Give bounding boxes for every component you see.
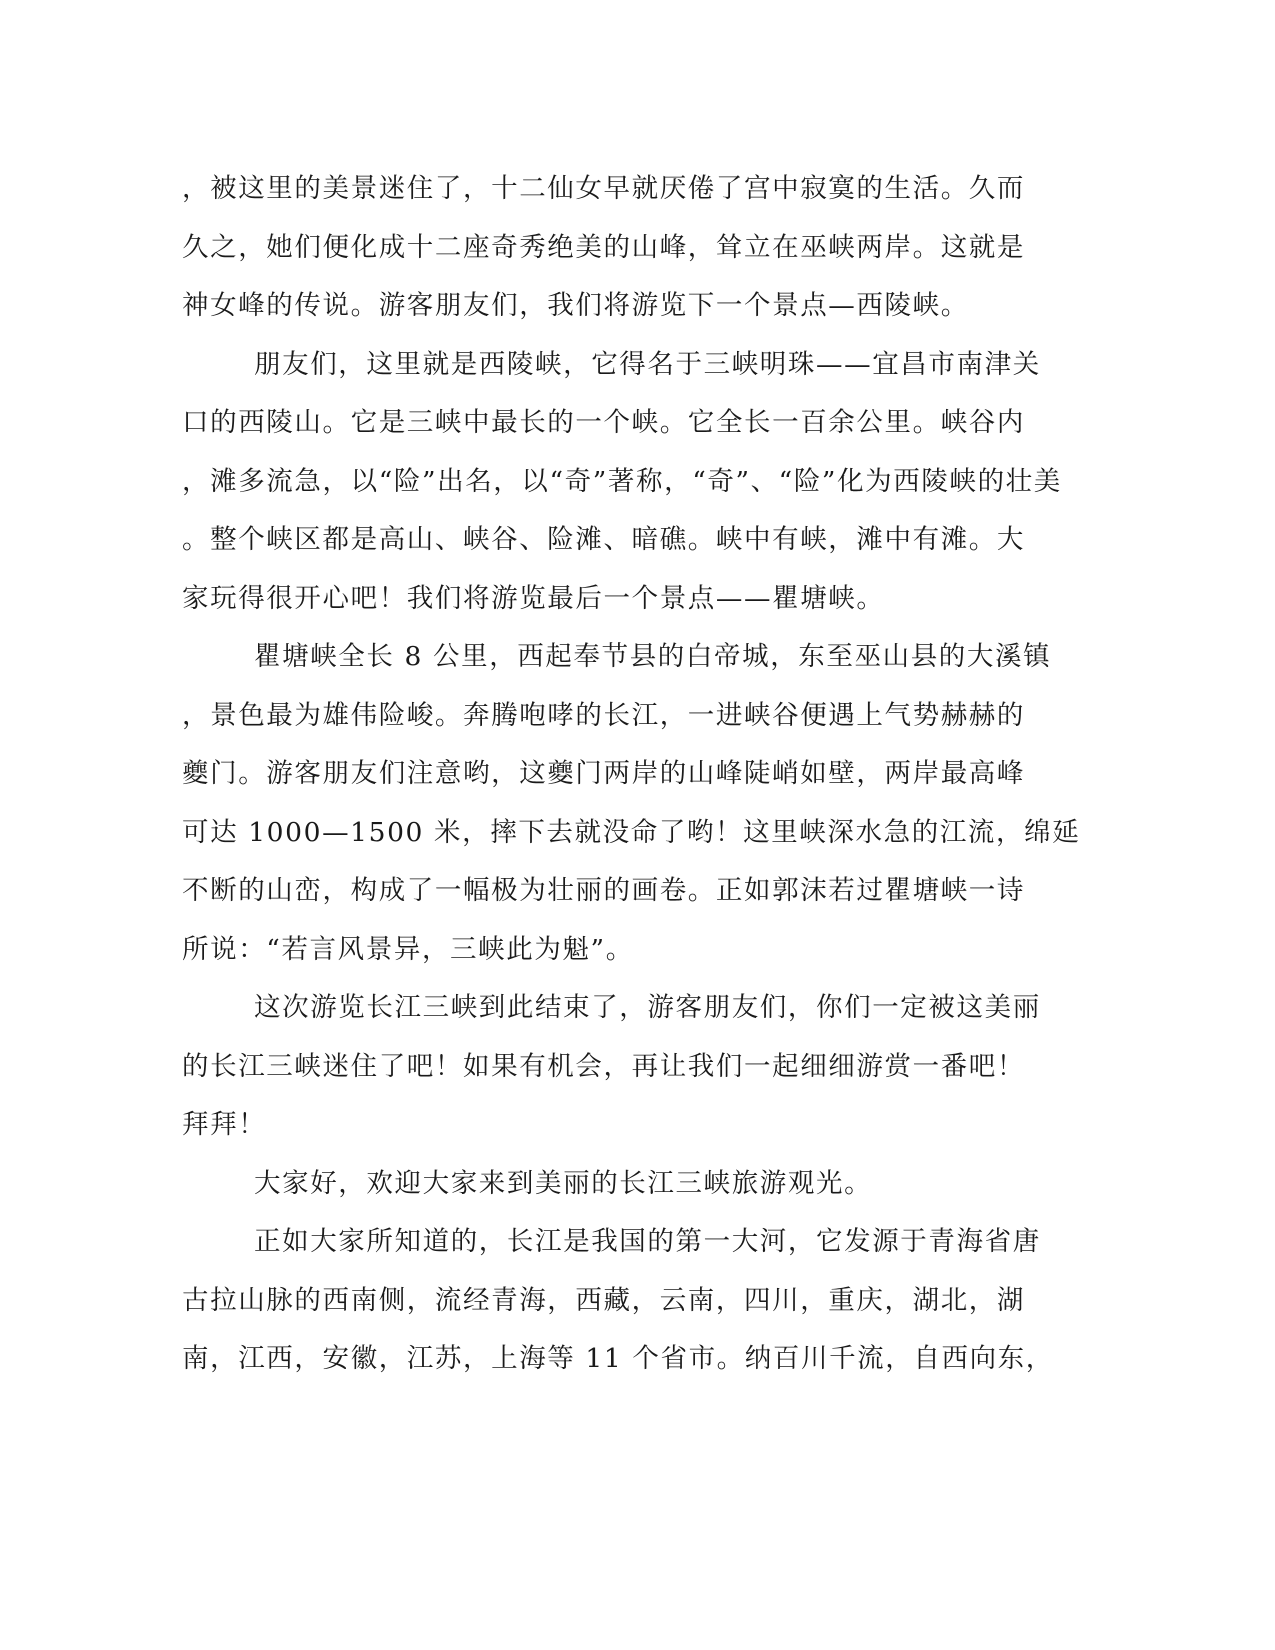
paragraph-start-line: 大家好，欢迎大家来到美丽的长江三峡旅游观光。 — [254, 1167, 873, 1199]
paragraph-start-line: 朋友们，这里就是西陵峡，它得名于三峡明珠——宜昌市南津关 — [254, 348, 1041, 380]
text-line: 口的西陵山。它是三峡中最长的一个峡。它全长一百余公里。峡谷内 — [182, 407, 1025, 438]
text-line: 南，江西，安徽，江苏，上海等 11 个省市。纳百川千流，自西向东， — [182, 1343, 1054, 1374]
text-line: 拜拜！ — [182, 1109, 267, 1140]
document-body — [182, 160, 1081, 1389]
text-line: ，景色最为雄伟险峻。奔腾咆哮的长江，一进峡谷便遇上气势赫赫的 — [182, 699, 1025, 731]
text-line: 所说：“若言风景异，三峡此为魁”。 — [182, 933, 634, 965]
paragraph-start-line: 正如大家所知道的，长江是我国的第一大河，它发源于青海省唐 — [254, 1226, 1041, 1257]
text-line: 可达 1000—1500 米，摔下去就没命了哟！这里峡深水急的江流，绵延 — [182, 816, 1081, 848]
text-line: 的长江三峡迷住了吧！如果有机会，再让我们一起细细游赏一番吧！ — [182, 1050, 1025, 1082]
text-line: ，被这里的美景迷住了，十二仙女早就厌倦了宫中寂寞的生活。久而 — [182, 173, 1025, 204]
paragraph-start-line: 瞿塘峡全长 8 公里，西起奉节县的白帝城，东至巫山县的大溪镇 — [254, 641, 1052, 672]
text-line: 家玩得很开心吧！我们将游览最后一个景点——瞿塘峡。 — [182, 582, 885, 614]
paragraph-start-line: 这次游览长江三峡到此结束了，游客朋友们，你们一定被这美丽 — [254, 992, 1041, 1023]
text-line: 不断的山峦，构成了一幅极为壮丽的画卷。正如郭沫若过瞿塘峡一诗 — [182, 875, 1025, 906]
text-line: 神女峰的传说。游客朋友们，我们将游览下一个景点—西陵峡。 — [182, 290, 969, 321]
text-line: 古拉山脉的西南侧，流经青海，西藏，云南，四川，重庆，湖北，湖 — [182, 1284, 1025, 1316]
text-line: 久之，她们便化成十二座奇秀绝美的山峰，耸立在巫峡两岸。这就是 — [182, 231, 1025, 263]
text-line: 。整个峡区都是高山、峡谷、险滩、暗礁。峡中有峡，滩中有滩。大 — [182, 524, 1025, 555]
text-line: ，滩多流急，以“险”出名，以“奇”著称，“奇”、“险”化为西陵峡的壮美 — [182, 465, 1062, 497]
text-line: 夔门。游客朋友们注意哟，这夔门两岸的山峰陡峭如壁，两岸最高峰 — [182, 758, 1025, 789]
